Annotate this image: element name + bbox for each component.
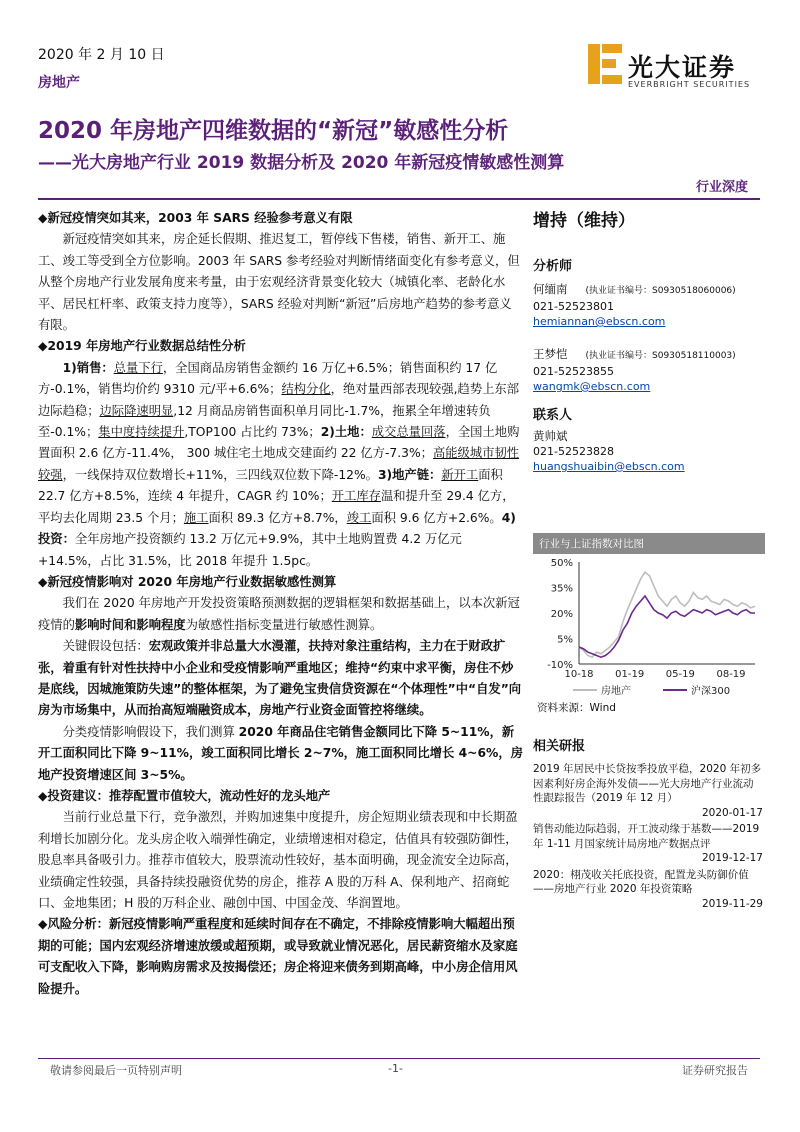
main-body bbox=[38, 208, 523, 1000]
text-run: 结构分化 bbox=[281, 382, 331, 397]
related-research-list bbox=[533, 762, 763, 913]
section-heading: ◆风险分析： bbox=[38, 917, 109, 932]
y-tick-label: 35% bbox=[550, 583, 573, 595]
paragraph bbox=[38, 593, 523, 636]
paragraph: 新冠疫情突如其来，房企延长假期、推迟复工，暂停线下售楼，销售、新开工、施工、竣工等受到全方位影响。2003 年 SARS 参考经验对判断情绪面变化有参考意义，但从整个房地产行业发展角度来考量，由于宏观经济背景变化较大（城镇化率、老龄化水平、居民杠杆率、政策支持力度等），SARS 经验对判断“新冠”后房地产趋势的参考意义有限。 bbox=[38, 232, 520, 333]
analyst-cert: (执业证书编号：S0930518110003) bbox=[585, 351, 736, 361]
analyst-email-link[interactable]: hemiannan@ebscn.com bbox=[533, 315, 666, 328]
contact-name: 黄帅斌 bbox=[533, 429, 568, 443]
y-tick-label: 50% bbox=[550, 558, 573, 569]
text-run: 1)销售： bbox=[62, 360, 114, 375]
text-run: ，全国土地购置面积 2.6 亿方-11.4%， 300 城住宅土地成交建面约 22 亿方-7.3%； bbox=[38, 425, 520, 461]
investment-rating: 增持（维持） bbox=[533, 211, 635, 231]
section-heading: ◆2019 年房地产行业数据总结性分析 bbox=[38, 339, 246, 354]
related-report-title: 2019 年居民中长贷按季投放平稳，2020 年初多因素利好房企海外发债——光大房地产行业流动性跟踪报告（2019 年 12 月） bbox=[533, 763, 762, 804]
sidebar bbox=[533, 208, 765, 474]
logo-name: 光大证券 bbox=[628, 53, 737, 82]
y-tick-label: 20% bbox=[550, 609, 573, 620]
text-run: 施工 bbox=[183, 510, 209, 525]
series-line-0 bbox=[579, 572, 755, 657]
text-run: 面积 89.3 亿方+8.7%， bbox=[208, 510, 347, 525]
footer-report-label: 证券研究报告 bbox=[682, 1064, 748, 1077]
text-run: 面积 22.7 亿方+8.5%，连续 4 年提升，CAGR 约 10%； bbox=[38, 467, 503, 504]
chart-canvas bbox=[533, 554, 765, 704]
text-run: 3)地产链： bbox=[377, 467, 442, 482]
x-tick-label: 01-19 bbox=[615, 669, 645, 680]
text-run: 4)投资： bbox=[38, 510, 516, 547]
paragraph-2019-summary bbox=[38, 358, 523, 572]
text-run: 我们在 2020 年房地产开发投资策略预测数据的逻辑框架和数据基础上，以本次新冠疫情的 bbox=[38, 596, 520, 632]
x-tick-label: 08-19 bbox=[716, 669, 746, 680]
chart-source: 资料来源：Wind bbox=[537, 702, 616, 714]
contact-phone: 021-52523828 bbox=[533, 445, 614, 458]
report-type: 行业深度 bbox=[695, 180, 748, 195]
text-run: ,TOP100 占比约 73%； bbox=[184, 425, 321, 440]
footer-disclaimer: 敬请参阅最后一页特别声明 bbox=[50, 1064, 182, 1077]
contact-email-link[interactable]: huangshuaibin@ebscn.com bbox=[533, 460, 685, 473]
analyst-card bbox=[533, 282, 765, 329]
chart-title: 行业与上证指数对比图 bbox=[533, 533, 765, 554]
section-heading: ◆投资建议：推荐配置市值较大，流动性好的龙头地产 bbox=[38, 788, 331, 803]
analyst-email-link[interactable]: wangmk@ebscn.com bbox=[533, 380, 651, 393]
paragraph bbox=[38, 636, 523, 722]
related-report-title: 2020：栩茂收关托底投资，配置龙头防御价值——房地产行业 2020 年投资策略 bbox=[533, 868, 749, 895]
text-run: 全年房地产投资额约 13.2 万亿元+9.9%，其中土地购置费 4.2 万亿元+14.5%，占比 31.5%，比 2018 年提升 1.5pc。 bbox=[38, 532, 462, 568]
x-tick-label: 05-19 bbox=[665, 669, 695, 680]
text-run: 成交总量回落 bbox=[371, 425, 446, 440]
contact-card bbox=[533, 429, 765, 474]
paragraph: 当前行业总量下行，竞争激烈，并购加速集中度提升，房企短期业绩表现和中长期盈利增长加剧分化。龙头房企收入端弹性确定，业绩增速相对稳定，估值具有较强防御性，股息率具备吸引力。推荐市值较大，股票流动性较好，基本面明确，现金流安全边际高，业绩确定性较强，具备持续投融资优势的房企，推荐 A 股的万科 A、保利地产、招商蛇口、金地集团；H 股的万科企业、融创中国、中国金茂、华润置地。 bbox=[38, 810, 518, 910]
analyst-card bbox=[533, 347, 765, 394]
section-heading: ◆新冠疫情影响对 2020 年房地产行业数据敏感性测算 bbox=[38, 574, 337, 589]
section-heading: ◆新冠疫情突如其来，2003 年 SARS 经验参考意义有限 bbox=[38, 211, 353, 225]
text-run: ，全国商品房销售金额约 16 万亿+6.5%；销售面积约 17 亿方-0.1%，销售均价约 9310 元/平+6.6%； bbox=[38, 360, 498, 397]
analyst-name: 何缅南 bbox=[533, 282, 568, 296]
legend-label: 沪深300 bbox=[691, 686, 731, 697]
report-title: 2020 年房地产四维数据的“新冠”敏感性分析 bbox=[38, 118, 509, 144]
page-number: -1- bbox=[388, 1062, 403, 1075]
text-run: 总量下行 bbox=[113, 360, 163, 375]
analysts-heading: 分析师 bbox=[533, 259, 573, 274]
text-run: 边际降速明显 bbox=[99, 403, 174, 418]
analyst-cert: (执业证书编号：S0930518060006) bbox=[585, 286, 736, 296]
x-tick-label: 10-18 bbox=[564, 669, 594, 680]
text-run: 竣工 bbox=[346, 510, 372, 525]
text-run: 影响时间和影响程度 bbox=[74, 617, 186, 632]
text-run: 2)土地： bbox=[320, 425, 372, 440]
everbright-logo-icon bbox=[588, 44, 622, 84]
text-run: 关键假设包括： bbox=[62, 639, 149, 654]
text-run: ，一线保持双位数增长+11%，三四线双位数下降-12%。 bbox=[62, 467, 378, 482]
analyst-name: 王梦恺 bbox=[533, 347, 568, 361]
text-run: 宏观政策并非总量大水漫灌，扶持对象注重结构，主力在于财政扩张，着重有针对性扶持中小企业和受疫情影响严重地区；维持“约束中求平衡，房住不炒是底线，因城施策防失速”的整体框架，为了避免宝贵信贷资源在“个体理性”中“自发”向房为市场集中，从而抬高短端融资成本，房地产行业资金面管控将继续。 bbox=[38, 639, 522, 718]
legend-label: 房地产 bbox=[601, 686, 631, 697]
related-report-date: 2020-01-17 bbox=[701, 806, 763, 819]
contact-heading: 联系人 bbox=[533, 408, 573, 423]
logo-english-name: EVERBRIGHT SECURITIES bbox=[628, 80, 751, 89]
text-run: 集中度持续提升 bbox=[98, 425, 185, 440]
y-tick-label: 5% bbox=[557, 634, 573, 646]
sector-label: 房地产 bbox=[38, 75, 80, 91]
related-report-item[interactable] bbox=[533, 822, 763, 866]
comparison-chart bbox=[533, 533, 765, 708]
y-tick-label: -10% bbox=[547, 660, 573, 671]
text-run: 为敏感性指标变量进行敏感性测算。 bbox=[185, 617, 383, 632]
text-run: 分类疫情影响假设下，我们测算 bbox=[62, 724, 239, 739]
footer-divider bbox=[38, 1058, 760, 1059]
related-research-heading: 相关研报 bbox=[533, 739, 586, 754]
analyst-phone: 021-52523801 bbox=[533, 300, 614, 313]
related-report-title: 销售动能边际趋弱，开工波动缘于基数——2019 年 1-11 月国家统计局房地产数据点评 bbox=[533, 823, 760, 850]
text-run: 2020 年商品住宅销售金额同比下降 5~11%，新开工面积同比下降 9~11%，竣工面积同比增长 2~7%，施工面积同比增长 4~6%，房地产投资增速区间 3~5%。 bbox=[38, 724, 523, 782]
related-report-date: 2019-12-17 bbox=[701, 852, 763, 864]
report-date: 2020 年 2 月 10 日 bbox=[38, 47, 165, 63]
text-run: 面积 9.6 亿方+2.6%。 bbox=[371, 510, 502, 525]
header-divider bbox=[38, 198, 760, 200]
text-run: 高能级城市韧性较强 bbox=[38, 446, 520, 482]
text-run: 新冠疫情影响严重程度和延续时间存在不确定，不排除疫情影响大幅超出预期的可能；国内宏观经济增速放缓或超预期，或导致就业情况恶化，居民薪资缩水及家庭可支配收入下降，影响购房需求及按揭偿还；房企将迎来债务到期高峰，中小房企信用风险提升。 bbox=[38, 917, 518, 996]
paragraph bbox=[38, 722, 523, 786]
related-report-date: 2019-11-29 bbox=[701, 897, 763, 910]
analyst-phone: 021-52523855 bbox=[533, 365, 614, 378]
text-run: 温和提升至 29.4 亿方，平均去化周期 23.5 个月； bbox=[38, 489, 515, 525]
text-run: 开工库存 bbox=[331, 489, 381, 504]
text-run: 新开工 bbox=[441, 467, 479, 482]
related-report-item[interactable] bbox=[533, 868, 763, 912]
text-run: ,12 月商品房销售面积单月同比-1.7%，拖累全年增速转负至-0.1%； bbox=[38, 403, 491, 440]
risk-paragraph bbox=[38, 914, 523, 1000]
text-run: ，绝对量西部表现较强,趋势上东部边际趋稳； bbox=[38, 382, 520, 418]
related-report-item[interactable] bbox=[533, 762, 763, 820]
report-subtitle: ——光大房地产行业 2019 数据分析及 2020 年新冠疫情敏感性测算 bbox=[38, 153, 565, 173]
